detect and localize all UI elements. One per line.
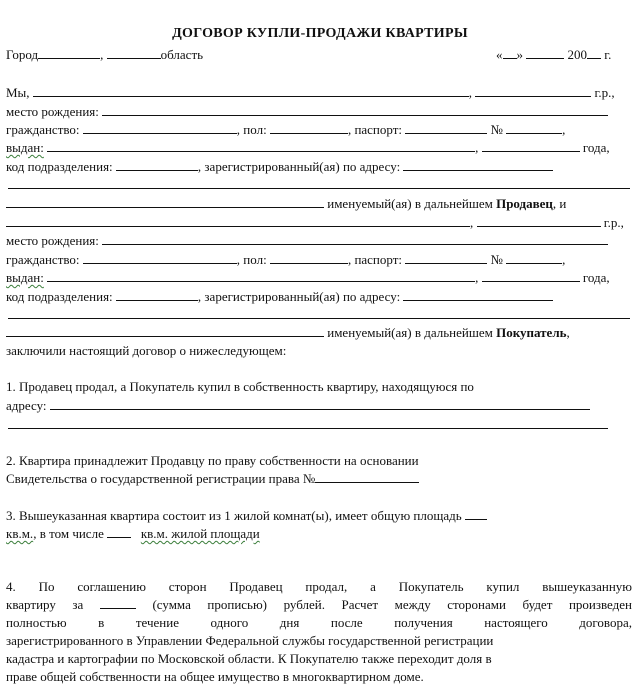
issued-label: выдан: [6, 140, 44, 155]
buyer-dept-code-field[interactable] [116, 288, 198, 301]
clause-4 [6, 578, 632, 686]
living-area-field[interactable] [107, 525, 131, 538]
seller-dept-line: код подразделения: , зарегистрированный(ая) по адресу: [6, 158, 553, 175]
year-word: года, [582, 140, 610, 155]
buyer-address-field[interactable] [403, 288, 553, 301]
citizenship-label: гражданство: [6, 122, 80, 137]
buyer-name-line: , г.р., [6, 214, 624, 231]
seller-suffix: , и [552, 196, 567, 211]
year-word: года, [582, 270, 610, 285]
buyer-citizenship-line: гражданство: , пол: , паспорт: № , [6, 252, 566, 267]
we-label: Мы, [6, 85, 30, 100]
seller-named-prefix: именуемый(ая) в дальнейшем [327, 196, 497, 211]
seller-birthplace-line [6, 103, 608, 120]
buyer-passport-number-field[interactable] [506, 251, 562, 264]
seller-passport-number-field[interactable] [506, 121, 562, 134]
buyer-dept-line: код подразделения: , зарегистрированный(ая) по адресу: [6, 288, 553, 305]
price-label: квартиру за [6, 597, 84, 612]
property-address-line-2[interactable] [8, 428, 608, 429]
buyer-sex-field[interactable] [270, 251, 348, 264]
dept-code-label: код подразделения: [6, 159, 113, 174]
buyer-citizenship-field[interactable] [83, 251, 237, 264]
birthplace-label: место рождения: [6, 104, 99, 119]
clause-2-cert-line [6, 470, 419, 487]
clause-1 [6, 378, 632, 396]
seller-citizenship-line: гражданство: , пол: , паспорт: № , [6, 122, 566, 137]
clause-3-tail: кв.м. жилой площади [140, 526, 260, 541]
seller-named-line [6, 195, 566, 212]
year-prefix: 200 [567, 47, 587, 62]
month-field[interactable] [526, 46, 564, 59]
property-address-field[interactable] [50, 397, 590, 410]
year-suffix: г. [604, 47, 612, 62]
document-title: ДОГОВОР КУПЛИ-ПРОДАЖИ КВАРТИРЫ [172, 26, 468, 41]
registered-label: зарегистрированный(ая) по адресу: [204, 289, 401, 304]
buyer-issued-date-field[interactable] [482, 269, 580, 282]
clause-1-address-line [6, 397, 590, 414]
clause-4-line-2-rest: (сумма прописью) рублей. Расчет между сторонами будет произведен [152, 597, 632, 612]
buyer-birthplace-line [6, 232, 608, 249]
buyer-suffix: , [566, 325, 570, 340]
total-area-field[interactable] [465, 507, 487, 520]
registered-label: зарегистрированный(ая) по адресу: [204, 159, 401, 174]
issued-label: выдан: [6, 270, 44, 285]
birthplace-label: место рождения: [6, 233, 99, 248]
clause-3-area-line [6, 525, 260, 542]
number-sign: № [490, 122, 503, 137]
date-quote-open: « [496, 47, 503, 62]
sex-label: пол: [243, 252, 267, 267]
certificate-number-field[interactable] [315, 470, 419, 483]
clause-1-address-label: адресу: [6, 398, 47, 413]
seller-birthplace-field[interactable] [102, 103, 608, 116]
concluded-text: заключили настоящий договор о нижеследующем: [6, 343, 287, 358]
buyer-address-line-2[interactable] [8, 318, 630, 319]
buyer-birthplace-field[interactable] [102, 232, 608, 245]
clause-4-line-6: праве общей собственности на общее имущество в многоквартирном доме. [6, 669, 424, 684]
region-field[interactable] [107, 46, 161, 59]
clause-4-line-2 [6, 596, 632, 614]
passport-label: паспорт: [354, 252, 403, 267]
clause-1-text: 1. Продавец продал, а Покупатель купил в собственность квартиру, находящуюся по [6, 379, 474, 394]
city-label: Город [6, 47, 39, 62]
city-field[interactable] [38, 46, 100, 59]
seller-passport-series-field[interactable] [405, 121, 487, 134]
seller-name-line: Мы, , г.р., [6, 85, 615, 100]
seller-issued-date-field[interactable] [482, 139, 580, 152]
buyer-named-prefix: именуемый(ая) в дальнейшем [327, 325, 497, 340]
area-unit: кв.м. [6, 526, 34, 541]
clause-4-line-1: 4. По соглашению сторон Продавец продал, а Покупатель купил вышеуказанную [6, 579, 632, 594]
seller-birthyear-field[interactable] [475, 84, 591, 97]
clause-3 [6, 507, 632, 525]
clause-3-mid: , в том числе [33, 526, 104, 541]
day-field[interactable] [503, 46, 517, 59]
clause-3-text: 3. Вышеуказанная квартира состоит из 1 жилой комнат(ы), имеет общую площадь [6, 508, 462, 523]
header-date [496, 46, 611, 63]
buyer-role: Покупатель [496, 325, 567, 340]
buyer-name-field[interactable] [6, 214, 470, 227]
seller-address-field[interactable] [403, 158, 553, 171]
sex-label: пол: [243, 122, 267, 137]
date-quote-close: » [516, 47, 523, 62]
seller-issued-by-field[interactable] [47, 139, 475, 152]
price-field[interactable] [100, 596, 136, 609]
clause-4-line-5: кадастра и картографии по Московской области. К Покупателю также переходит доля в [6, 651, 492, 666]
header-city-line: Город , область [6, 47, 204, 62]
seller-address-line-2[interactable] [8, 188, 630, 189]
buyer-birthyear-field[interactable] [477, 214, 601, 227]
birthyear-label: г.р., [594, 85, 615, 100]
buyer-named-line [6, 324, 570, 341]
birthyear-label: г.р., [603, 215, 624, 230]
region-label: область [160, 47, 204, 62]
clause-2-text: 2. Квартира принадлежит Продавцу по праву собственности на основании [6, 453, 419, 468]
seller-name-repeat-field[interactable] [6, 195, 324, 208]
passport-label: паспорт: [354, 122, 403, 137]
seller-sex-field[interactable] [270, 121, 348, 134]
seller-issued-line: выдан: , года, [6, 140, 610, 155]
buyer-issued-by-field[interactable] [47, 269, 475, 282]
seller-name-field[interactable] [33, 84, 469, 97]
seller-role: Продавец [496, 196, 553, 211]
citizenship-label: гражданство: [6, 252, 80, 267]
concluded-line [6, 343, 286, 359]
year-field[interactable] [587, 46, 601, 59]
dept-code-label: код подразделения: [6, 289, 113, 304]
seller-citizenship-field[interactable] [83, 121, 237, 134]
clause-4-line-3: полностью в течение одного дня после получения настоящего договора, [6, 615, 632, 630]
buyer-passport-series-field[interactable] [405, 251, 487, 264]
number-sign: № [490, 252, 503, 267]
buyer-name-repeat-field[interactable] [6, 324, 324, 337]
buyer-issued-line: выдан: , года, [6, 270, 610, 285]
clause-2-cert-label: Свидетельства о государственной регистрации права № [6, 471, 316, 486]
clause-2 [6, 452, 632, 470]
clause-4-line-4: зарегистрированного в Управлении Федеральной службы государственной регистрации [6, 633, 494, 648]
seller-dept-code-field[interactable] [116, 158, 198, 171]
